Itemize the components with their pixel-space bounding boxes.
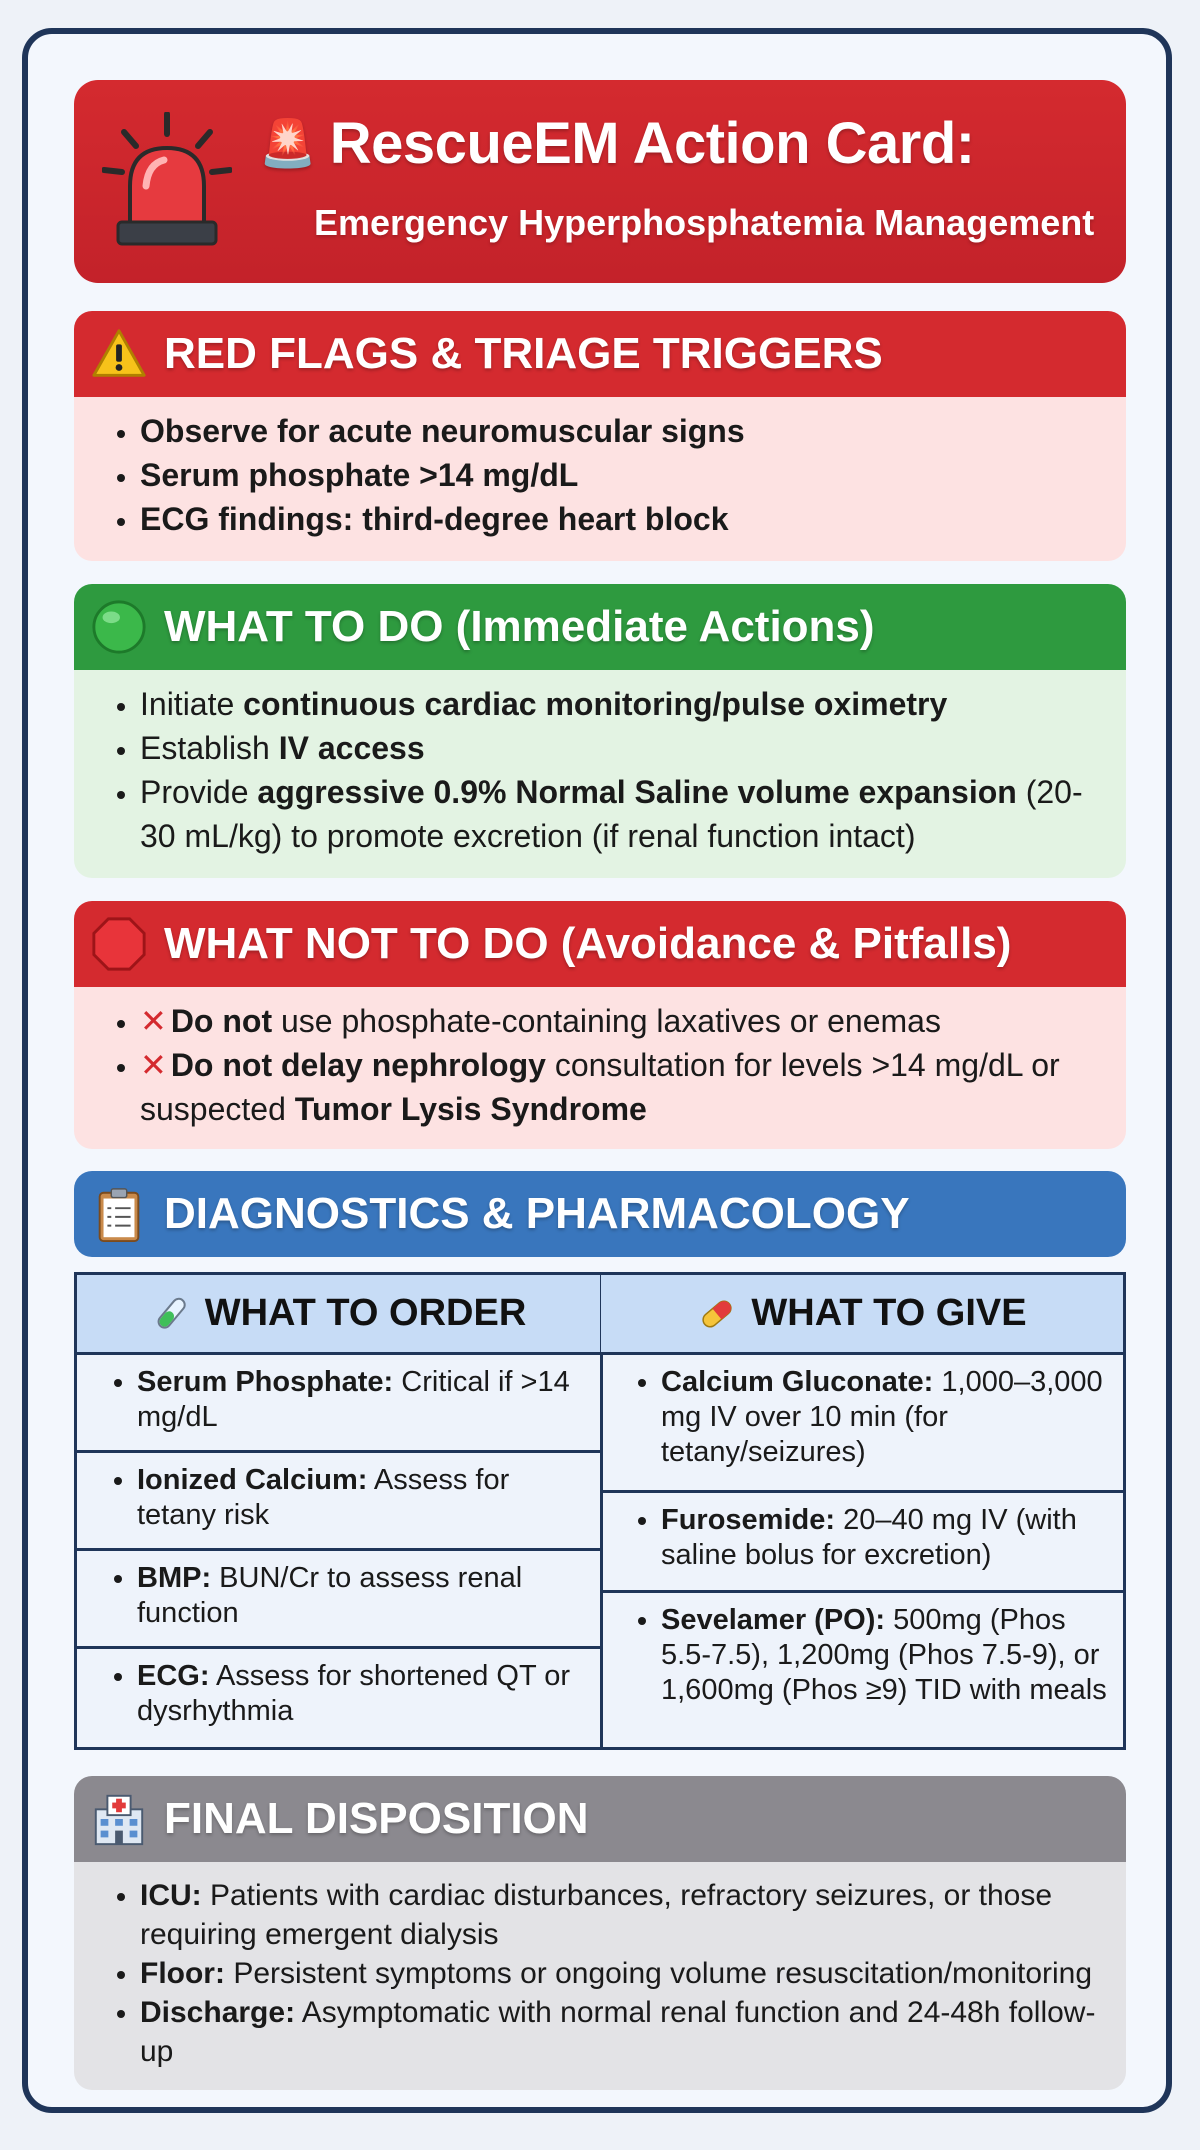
page-subtitle: Emergency Hyperphosphatemia Management	[314, 202, 1095, 243]
warning-emphasis: Tumor Lysis Syndrome	[294, 1091, 647, 1127]
test-tube-icon	[151, 1294, 191, 1334]
card-header	[74, 80, 1126, 283]
give-label: Calcium Gluconate:	[661, 1366, 934, 1398]
order-label: Serum Phosphate:	[137, 1366, 394, 1398]
stop-sign-icon	[90, 915, 148, 973]
diagnostics-table	[74, 1272, 1126, 1750]
diagnostics-section	[74, 1171, 1126, 1257]
action-emphasis: IV access	[278, 730, 425, 766]
what-not-to-do-header	[74, 901, 1126, 987]
order-text: Assess for shortened QT or dysrhythmia	[137, 1660, 571, 1727]
list-item	[140, 409, 1106, 453]
list-item	[140, 682, 1106, 726]
red-flags-title: RED FLAGS & TRIAGE TRIGGERS	[164, 329, 883, 378]
disposition-body	[74, 1862, 1126, 2090]
list-item	[137, 1659, 586, 1729]
page-title-text: RescueEM Action Card:	[329, 111, 975, 176]
order-label: Ionized Calcium:	[137, 1464, 368, 1496]
disposition-text: Asymptomatic with normal renal function and 24-48h follow-up	[140, 1996, 1096, 2068]
list-item	[140, 999, 1106, 1043]
table-cell	[601, 1493, 1123, 1593]
warning-emphasis: Do not	[170, 1003, 273, 1039]
order-text: BUN/Cr to assess renal function	[137, 1562, 523, 1629]
table-cell	[601, 1593, 1123, 1747]
disposition-label: ICU:	[140, 1879, 202, 1912]
siren-icon	[102, 112, 232, 252]
what-not-to-do-section	[74, 901, 1126, 1149]
what-to-do-section	[74, 584, 1126, 878]
disposition-text: Patients with cardiac disturbances, refractory seizures, or those requiring emergent dialysis	[140, 1879, 1053, 1951]
order-text: Critical if >14 mg/dL	[137, 1366, 570, 1433]
warning-emphasis: Do not delay nephrology	[170, 1047, 546, 1083]
give-column-header	[601, 1275, 1123, 1355]
list-item	[140, 1954, 1106, 1993]
pill-icon	[697, 1294, 737, 1334]
cross-mark-icon: ✕	[140, 1047, 167, 1083]
action-emphasis: aggressive 0.9% Normal Saline volume expansion	[257, 774, 1017, 810]
order-column-header	[77, 1275, 600, 1355]
give-text: 20–40 mg IV (with saline bolus for excretion)	[661, 1504, 1077, 1571]
list-item	[661, 1503, 1109, 1573]
what-not-to-do-body	[74, 987, 1126, 1149]
give-label: Furosemide:	[661, 1504, 836, 1536]
give-text: 1,000–3,000 mg IV over 10 min (for tetany/seizures)	[661, 1366, 1103, 1468]
diagnostics-header	[74, 1171, 1126, 1257]
table-cell	[77, 1453, 600, 1551]
list-item	[140, 770, 1106, 858]
disposition-label: Floor:	[140, 1957, 225, 1990]
red-flags-body	[74, 397, 1126, 561]
what-to-do-body	[74, 670, 1126, 878]
page-title	[259, 110, 975, 177]
table-cell	[77, 1649, 600, 1747]
give-column	[601, 1275, 1123, 1747]
action-emphasis: continuous cardiac monitoring/pulse oximetry	[243, 686, 948, 722]
red-flags-header	[74, 311, 1126, 397]
action-text: (20-30 mL/kg) to promote excretion (if renal function intact)	[140, 774, 1083, 854]
list-item	[140, 497, 1106, 541]
what-to-do-title: WHAT TO DO (Immediate Actions)	[164, 602, 875, 651]
red-flag-text: Observe for acute neuromuscular signs	[140, 413, 745, 449]
rotating-light-icon: 🚨	[259, 117, 316, 169]
disposition-title: FINAL DISPOSITION	[164, 1794, 589, 1843]
what-to-do-header	[74, 584, 1126, 670]
give-label: Sevelamer (PO):	[661, 1604, 886, 1636]
action-text: Establish	[140, 730, 279, 766]
red-flags-section	[74, 311, 1126, 561]
disposition-text: Persistent symptoms or ongoing volume resuscitation/monitoring	[224, 1957, 1093, 1990]
list-item	[137, 1561, 586, 1631]
what-not-to-do-title: WHAT NOT TO DO (Avoidance & Pitfalls)	[164, 919, 1012, 968]
list-item	[140, 453, 1106, 497]
order-column	[77, 1275, 603, 1747]
cross-mark-icon: ✕	[140, 1003, 167, 1039]
action-text: Initiate	[140, 686, 244, 722]
table-cell	[77, 1551, 600, 1649]
order-label: BMP:	[137, 1562, 212, 1594]
diagnostics-title: DIAGNOSTICS & PHARMACOLOGY	[164, 1189, 910, 1238]
give-column-title: WHAT TO GIVE	[751, 1292, 1027, 1334]
list-item	[137, 1365, 586, 1435]
list-item	[137, 1463, 586, 1533]
order-text: Assess for tetany risk	[137, 1464, 510, 1531]
red-flag-text: ECG findings: third-degree heart block	[140, 501, 729, 537]
disposition-section	[74, 1776, 1126, 2090]
give-text: 500mg (Phos 5.5-7.5), 1,200mg (Phos 7.5-9), or 1,600mg (Phos ≥9) TID with meals	[661, 1604, 1107, 1706]
warning-icon	[90, 325, 148, 383]
list-item	[661, 1365, 1109, 1470]
clipboard-icon	[90, 1185, 148, 1243]
disposition-label: Discharge:	[140, 1996, 296, 2029]
list-item	[140, 1043, 1106, 1131]
list-item	[140, 1993, 1106, 2071]
warning-text: use phosphate-containing laxatives or enemas	[272, 1003, 941, 1039]
list-item	[140, 726, 1106, 770]
table-cell	[77, 1355, 600, 1453]
red-flag-text: Serum phosphate >14 mg/dL	[140, 457, 579, 493]
green-circle-icon	[90, 598, 148, 656]
hospital-icon	[90, 1790, 148, 1848]
warning-text: consultation for levels >14 mg/dL or suspected	[140, 1047, 1060, 1127]
table-cell	[601, 1355, 1123, 1493]
list-item	[140, 1876, 1106, 1954]
order-column-title: WHAT TO ORDER	[204, 1292, 527, 1334]
action-text: Provide	[140, 774, 258, 810]
disposition-header	[74, 1776, 1126, 1862]
list-item	[661, 1603, 1109, 1708]
order-label: ECG:	[137, 1660, 210, 1692]
